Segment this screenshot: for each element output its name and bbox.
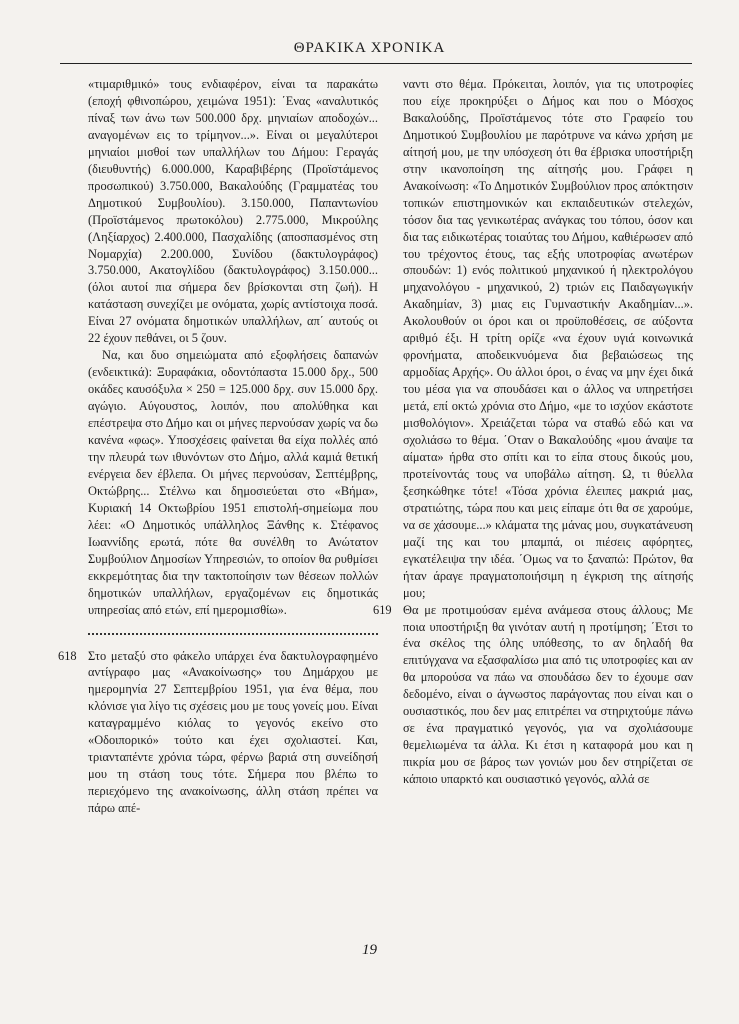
- entry-618-text: Στο μεταξύ στο φάκελο υπάρχει ένα δακτυλογραφημένο αντίγραφο μας «Ανακοίνωσης» του Δημάρχου με ημερομηνία 27 Σεπτεμβρίου 1951, για ένα θέμα, που κλόνισε για λίγο τις σχέσεις μου με τους γονείς μου. Είναι καταγραμμένο κιόλας το γεγονός εκείνο στο «Οδοιπορικό» τούτο και έχει σχολιαστεί. Και, τριανταπέντε χρόνια τώρα, φέρνω βαριά στη συνείδησή μου τη στάση τους τότε. Σήμερα που βλέπω το περιεχόμενο της ανακοίνωσης, άλλη στάση πρέπει να πάρω απέ-: [88, 648, 378, 816]
- paragraph-scholarships: ναντι στο θέμα. Πρόκειται, λοιπόν, για τις υποτροφίες που είχε προκηρύξει ο Δήμος και που ο Μόσχος Βακαλούδης, Προϊστάμενος τότε στο Γραφείο του Δημοτικού Συμβουλίου με παρότρυνε να κάνω χρήση με αίτησή μου, με την υπόσχεση ότι θα έβρισκα υποστήριξη στην ικανοποίηση της αίτησής μου. Γράφει η Ανακοίνωση: «Το Δημοτικόν Συμβούλιον προς απόκτησιν τοπικών επιστημονικών και εκπαιδευτικών στελεχών, τόσον δια τας γενικωτέρας ανάγκας του τόπου, όσον και δια τας ειδικωτέρας τοιαύτας του Δήμου, καθιέρωσεν από του τρέχοντος έτους, τας εξής υποτροφίας ανωτέρων σπουδών: 1) ενός πολιτικού μηχανικού ή ηλεκτρολόγου μηχανολόγου - μηχανικού, 2) τριών εις Παιδαγωγικήν Ακαδημίαν, 3) μιας εις Γυμναστικήν Ακαδημίαν...». Ακολουθούν οι όροι και οι προϋποθέσεις, σε αύξοντα αριθμό έξι. Η τρίτη ορίζε «να έχουν υγιά κοινωνικά φρονήματα, αποδεικνυόμενα δια βεβαιώσεως της αρμοδίας Αρχής». Ου άλλοι όροι, ο ένας να μην έχει δικά του μέσα για να σπουδάσει και ο άλλος να υπηρετήσει μετά, επί οκτώ χρόνια στο Δήμο, «με το ισχύον εκάστοτε μισθολόγιον». Χρειάζεται τώρα να σταθώ εδώ και να σχολιάσω το θέμα. ΄Οταν ο Βακαλούδης «μου άναψε τα αίματα» ήρθα στο σπίτι και το είπα στους δικούς μου, προτείνοντάς τους να υποβάλω αίτηση. Ω, τι θύελλα ξεσηκώθηκε τότε! «Τόσα χρόνια έλειπες μακριά μας, στρατιώτης, τώρα που και μεις είπαμε ότι θα σε χαρούμε, να σε χάσουμε...» κλάματα της μάνας μου, συγκατάνευση μαζί της και του μπαμπά, οι πιέσεις αφόρητες, εγκατέλειψα την ιδέα. ΄Ομως να το ξαναπώ: Πρώτον, θα ήταν άραγε πραγματοποιήσιμη η έγκριση της αίτησής μου;: [403, 77, 693, 600]
- entry-number: 619: [373, 602, 392, 617]
- header-rule: [60, 63, 692, 64]
- left-column: [58, 76, 378, 817]
- entry-619: [373, 602, 693, 788]
- entry-618: [58, 648, 378, 818]
- entry-number: 618: [58, 648, 77, 663]
- dotted-separator: [88, 633, 378, 636]
- entry-619-text: Θα με προτιμούσαν εμένα ανάμεσα στους άλλους; Με ποια υποστήριξη θα γινόταν αυτή η προτίμηση; ΄Ετσι το ένα σκέλος της όλης υπόθεσης, το αν δηλαδή θα επιτύγχανα να εξασφαλίσω μια από τις υποτροφίες και αν θα μπορούσα να πάω να σπουδάσω δεν το έχουμε σαν δεδομένο, είναι ο άγνωστος παράγοντας που είναι και ο ουσιαστικός, που δεν μας επιτρέπει να στηριχτούμε πάνω σε ένα πραγματικό γεγονός, για να σχολιάσουμε θεμελιωμένα τα άλλα. Κι έτσι η καταφορά μου και η πικρία μου σε βάρος των γονιών μου δεν στηρίζεται σε κάποιο υπαρκτό και ουσιαστικό γεγονός, αλλά σε: [403, 602, 693, 787]
- running-head: ΘΡΑΚΙΚΑ ΧΡΟΝΙΚΑ: [293, 40, 446, 56]
- page-number: 19: [362, 942, 377, 958]
- paragraph-expenses: Να, και δυο σημειώματα από εξοφλήσεις δαπανών (ενδεικτικά): Ξυραφάκια, οδοντόπαστα 15.000 δρχ., 500 οκάδες καυσόξυλα × 250 = 125.000 δρχ. συν 15.000 δρχ. αγώγιο. Αύγουστος, λοιπόν, που απολύθηκα και επέστρεψα στο Δήμο και οι μήνες περνούσαν χωρίς να δω κανένα «φως». Υποσχέσεις φαίνεται θα είχα πολλές από την πλευρά των ιθυνόντων στο Δήμο, αλλά καμιά θετική ενέργεια δεν έβλεπα. Οι μήνες περνούσαν, Σεπτέμβρης, Οκτώβρης... Στέλνω και δημοσιεύεται στο «Βήμα», Κυριακή 14 Οκτωβρίου 1951 επιστολή-σημείωμα που λέει: «Ο Δημοτικός υπάλληλος Ξάνθης κ. Στέφανος Ιωαννίδης ερωτά, πότε θα συνέλθη το Ανώτατον Συμβούλιον Δημοσίων Υπηρεσιών, το οποίον θα ρυθμίσει εκκρεμότητας δια την τακτοποίησιν των θέσεων πολλών δημοτικών υπαλλήλων, εργαζομένων εις δημοτικάς υπηρεσίας από ετών, επί ημερομισθίω».: [88, 348, 378, 617]
- right-column: [373, 76, 693, 788]
- paragraph-salaries: «τιμαριθμικό» τους ενδιαφέρον, είναι τα παρακάτω (εποχή φθινοπώρου, χειμώνα 1951): ΄Ενας «αναλυτικός πίναξ των άνω των 500.000 δρχ. μηνιαίων αποδοχών... αναγομένων εις το τρίμηνον...». Είναι οι μεγαλύτεροι μηνιαίοι μισθοί των υπαλλήλων του Δήμου: Γεραγάς (διευθυντής) 6.000.000, Καραβιβέρης (Προϊστάμενος προσωπικού) 3.750.000, Βακαλούδης (Γραμματέας του Δημοτικού Συμβουλίου). 3.150.000, Παπαντωνίου (Προϊστάμενος πρωτοκόλου) 2.775.000, Μικρούλης (Ληξίαρχος) 2.400.000, Πασχαλίδης (αποσπασμένος στη Νομαρχία) 2.200.000, Συνίδου (δακτυλογράφος) 3.750.000, Ακατογλίδου (δακτυλογράφος) 3.150.000... (όλοι αυτοί πια σήμερα δεν βρίσκονται στη ζωή). Η κατάσταση συνεχίζει με ονόματα, χωρίς αντίστοιχα ποσά. Είναι 27 ονόματα δημοτικών υπαλλήλων, απ΄ αυτούς οι 22 έχουν πεθάνει, οι 5 ζουν.: [88, 77, 378, 346]
